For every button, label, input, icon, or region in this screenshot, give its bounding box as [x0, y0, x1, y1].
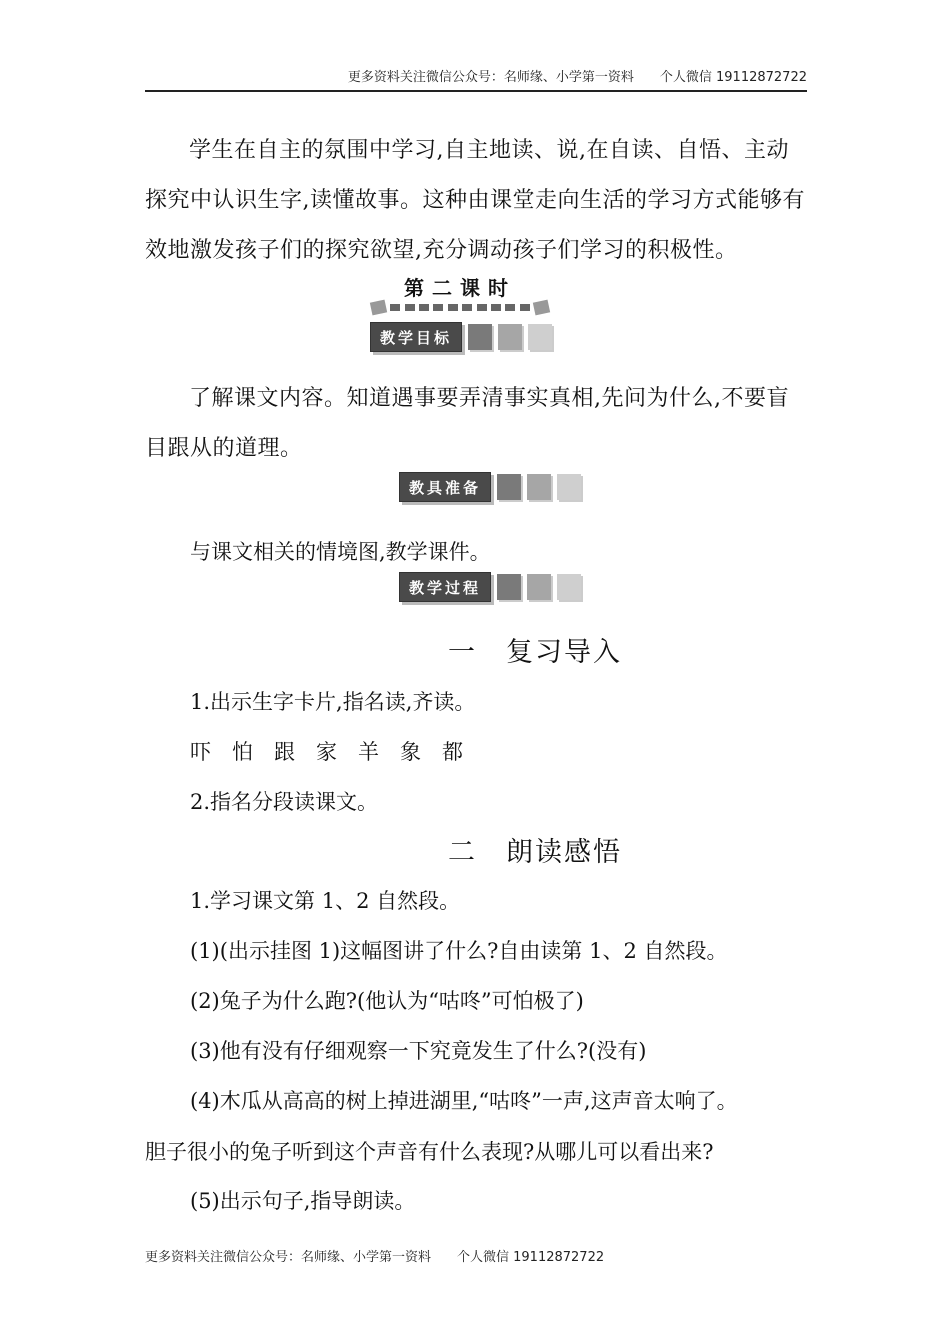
- section-2-q2: (2)兔子为什么跑?(他认为“咕咚”可怕极了): [190, 989, 584, 1013]
- section-2-item-1: 1.学习课文第 1、2 自然段。: [190, 889, 461, 913]
- page-footer: 更多资料关注微信公众号：名师缘、小学第一资料 个人微信 19112872722: [145, 1250, 605, 1265]
- badge-square-icon: [528, 324, 552, 350]
- lesson-title-decoration: [371, 302, 549, 312]
- page-header: 更多资料关注微信公众号：名师缘、小学第一资料 个人微信 19112872722: [145, 66, 807, 92]
- section-1-chars: 吓 怕 跟 家 羊 象 都: [190, 740, 463, 764]
- goals-paragraph: [145, 374, 807, 474]
- prep-label: 教具准备: [399, 472, 491, 502]
- badge-square-icon: [497, 474, 521, 500]
- badge-square-icon: [497, 574, 521, 600]
- section-2-q4-line-2: 胆子很小的兔子听到这个声音有什么表现?从哪儿可以看出来?: [145, 1140, 714, 1164]
- badge-square-icon: [527, 474, 551, 500]
- badge-square-icon: [557, 474, 581, 500]
- section-2-q3: (3)他有没有仔细观察一下究竟发生了什么?(没有): [190, 1039, 647, 1063]
- badge-square-icon: [527, 574, 551, 600]
- section-2-q1: (1)(出示挂图 1)这幅图讲了什么?自由读第 1、2 自然段。: [190, 939, 728, 963]
- section-2-q5: (5)出示句子,指导朗读。: [190, 1189, 416, 1213]
- process-badge: [399, 572, 581, 602]
- section-2-q4-line-1: (4)木瓜从高高的树上掉进湖里,“咕咚”一声,这声音太响了。: [190, 1089, 738, 1113]
- lesson-title-banner: [365, 272, 555, 320]
- intro-line-3: 效地激发孩子们的探究欲望,充分调动孩子们学习的积极性。: [145, 238, 738, 263]
- intro-line-1: 学生在自主的氛围中学习,自主地读、说,在自读、自悟、主动: [189, 138, 789, 163]
- goals-badge: [370, 322, 552, 352]
- goals-line-1: 了解课文内容。知道遇事要弄清事实真相,先问为什么,不要盲: [189, 386, 789, 411]
- section-1-item-1: 1.出示生字卡片,指名读,齐读。: [190, 690, 476, 714]
- lesson-title: 第二课时: [404, 276, 516, 300]
- badge-square-icon: [557, 574, 581, 600]
- process-label: 教学过程: [399, 572, 491, 602]
- section-1-title: 一 复习导入: [448, 637, 622, 668]
- badge-square-icon: [468, 324, 492, 350]
- intro-paragraph: [145, 126, 807, 276]
- prep-text: 与课文相关的情境图,教学课件。: [190, 540, 491, 564]
- section-2-title: 二 朗读感悟: [448, 837, 622, 868]
- badge-square-icon: [498, 324, 522, 350]
- section-1-item-2: 2.指名分段读课文。: [190, 790, 379, 814]
- goals-line-2: 目跟从的道理。: [145, 436, 303, 461]
- prep-badge: [399, 472, 581, 502]
- goals-label: 教学目标: [370, 322, 462, 352]
- intro-line-2: 探究中认识生字,读懂故事。这种由课堂走向生活的学习方式能够有: [145, 188, 805, 213]
